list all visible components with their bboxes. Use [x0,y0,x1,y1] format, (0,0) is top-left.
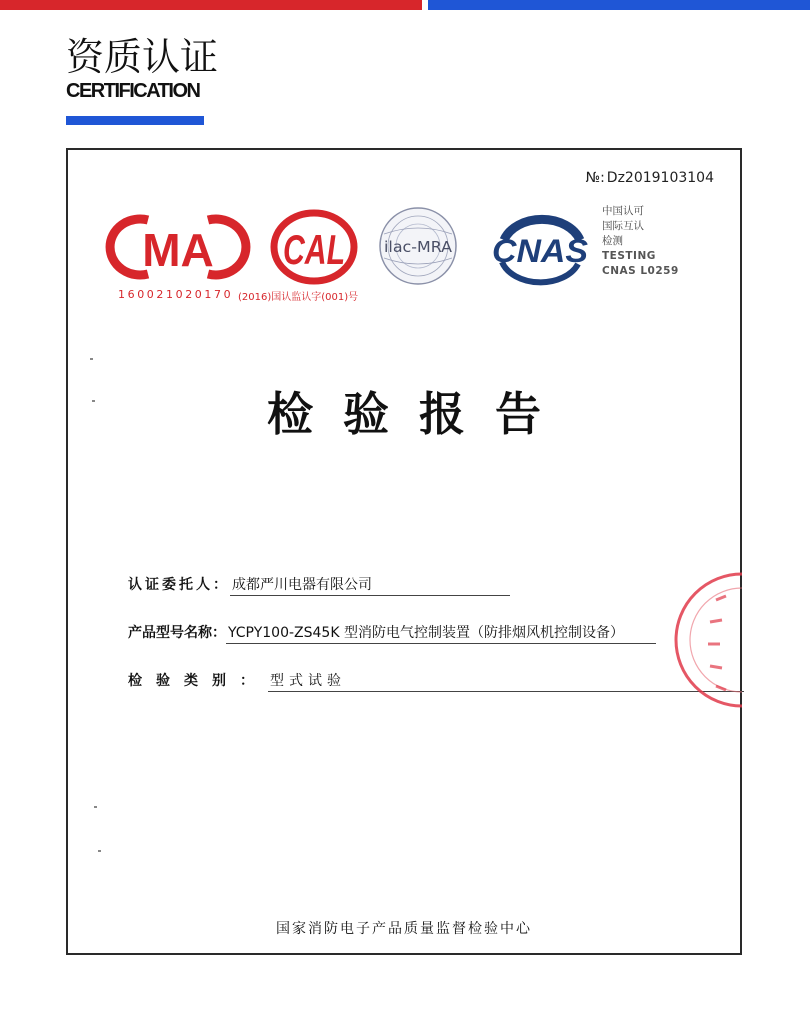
cnas-info-line: CNAS L0259 [602,265,679,277]
field-client-label: 认证委托人： [128,577,230,593]
field-product-value: YCPY100-ZS45K 型消防电气控制装置（防排烟风机控制设备） [226,622,656,644]
cnas-info-line: 中国认可 [602,205,644,217]
field-test-type [128,670,744,692]
field-test-type-value: 型式试验 [268,670,744,692]
cma-number: 160021020170 [118,288,234,301]
field-client [128,574,510,596]
section-subtitle: CERTIFICATION [66,80,200,102]
cal-logo [268,208,360,286]
cma-logo [116,212,240,282]
report-number-label: №: [585,170,605,186]
field-test-type-label: 检验类别： [128,673,268,689]
report-number [586,170,714,186]
cnas-info-line: 国际互认 [602,220,644,232]
report-title: 检验报告 [267,387,571,441]
cnas-info-line: 检测 [602,235,623,247]
cnas-info [602,204,679,279]
field-client-value: 成都严川电器有限公司 [230,574,510,596]
scan-speck [98,850,101,852]
official-seal-stamp [694,570,742,710]
certificate-image [66,148,742,955]
cnas-logo [488,210,592,290]
section-title: 资质认证 [66,35,219,79]
scan-speck [92,400,95,402]
issuer-name: 国家消防电子产品质量监督检验中心 [276,921,532,937]
header-bar-red [0,0,422,10]
report-number-value: Dz2019103104 [606,170,714,186]
field-product [128,622,656,644]
scan-speck [90,358,93,360]
cnas-info-line: TESTING [602,250,656,262]
field-product-label: 产品型号名称： [128,625,226,641]
ilac-logo-text: ilac-MRA [384,238,453,256]
cal-logo-text: CAL [283,226,345,273]
cma-logo-text: MA [142,224,214,276]
header-bar-blue [428,0,810,10]
cal-number: (2016)国认监认字(001)号 [238,292,359,303]
section-accent-bar [66,116,204,125]
scan-speck [94,806,97,808]
cnas-logo-text: CNAS [492,233,589,269]
ilac-mra-logo [376,204,460,288]
